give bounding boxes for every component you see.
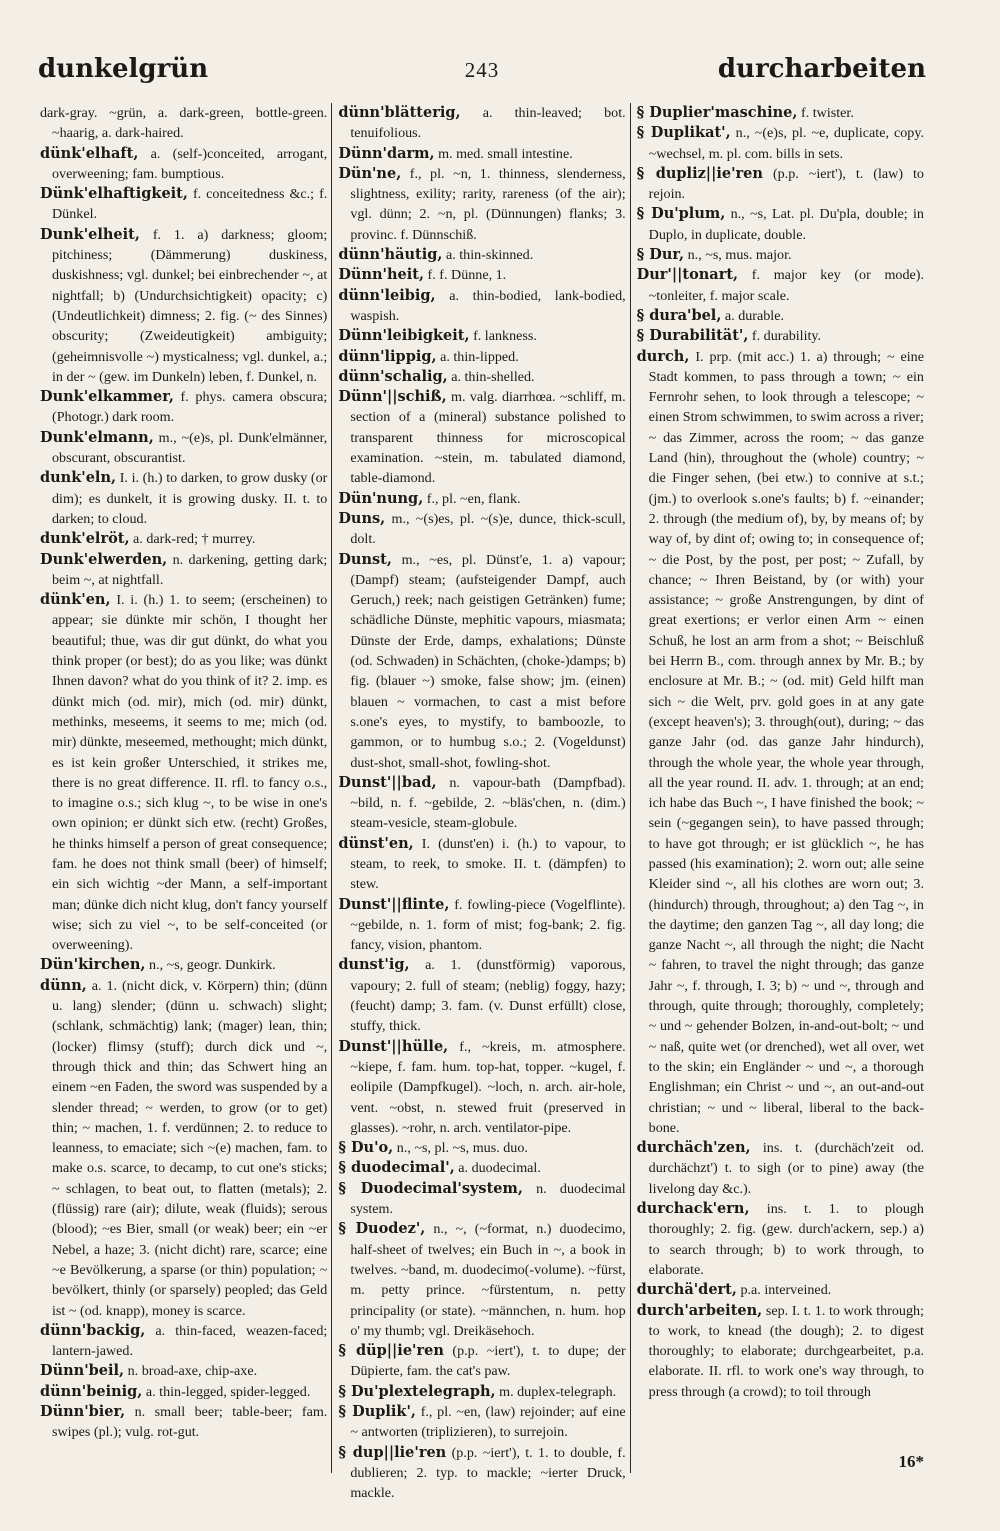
entry-headword: § Durabilität', bbox=[636, 327, 749, 345]
dictionary-entry bbox=[40, 184, 327, 225]
entry-definition: m., ~es, pl. Dünst'e, 1. a) vapour; (Dampf) steam; (aufsteigender Dampf, auch Geruch,) reek; nach geistigen Getränken) fume; schädliche Dünste, mephitic vapours, miasmata; Dünste der Erde, damps, exhalations; Dünste (od. Schwaden) in Schächten, (choke-)damps; b) fig. (blauer ~) smoke, false show; jm. (einen) blauen ~ vormachen, to cast a mist before s.one's eyes, to mystify, to bamboozle, to gammon, or to humbug s.o.; 2. (Vogeldunst) dust-shot, small-shot, fowling-shot. bbox=[350, 551, 626, 771]
entry-definition: f. lankness. bbox=[473, 328, 537, 345]
dictionary-entry bbox=[637, 1280, 924, 1300]
dictionary-entry bbox=[40, 144, 327, 185]
page-number: 243 bbox=[464, 58, 500, 82]
entry-headword: § Duodecimal'system, bbox=[338, 1179, 523, 1197]
entry-headword: Dunk'elkammer, bbox=[40, 388, 174, 406]
entry-headword: Dün'ne, bbox=[338, 164, 402, 182]
entry-definition: a. thin-lipped. bbox=[440, 348, 519, 365]
entry-headword: dünn'lippig, bbox=[338, 347, 437, 365]
dictionary-entry bbox=[338, 1138, 625, 1158]
entry-definition: f., ~kreis, m. atmosphere. ~kiepe, f. fam. hum. top-hat, topper. ~kugel, f. eolipile (Dampfkugel). ~loch, n. arch. air-hole, vent. ~obst, n. stewed fruit (preserved in glasses). ~rohr, n. arch. ventilator-pipe. bbox=[350, 1038, 626, 1136]
column-3 bbox=[630, 103, 926, 1473]
entry-definition: f. durability. bbox=[751, 328, 822, 345]
entry-headword: Dunst'||hülle, bbox=[338, 1037, 449, 1055]
entry-definition: a. thin-legged, spider-legged. bbox=[145, 1383, 311, 1400]
dictionary-entry bbox=[637, 306, 924, 326]
entry-headword: Dünn'||schiß, bbox=[338, 388, 447, 406]
entry-definition: I. i. (h.) 1. to seem; (erscheinen) to appear; sie dünkte mir schön, I thought her beautiful; thue, was dir gut dünkt, do what you think proper (or best); do as you like; was dünkt Ihnen davon? what do you think of it? 2. imp. es dünkt mich (od. mir), mich (od. mir) dünkt, methinks, meseems, it seems to me; mich (od. mir) dünkte, meseemed, methought; mich dünkt, es ist kein großer Unterschied, it strikes me, there is no great difference. II. rfl. to fancy o.s., to imagine o.s.; sich klug ~, to be wise in one's own opinion; er dünkt sich etw. (recht) Großes, he thinks himself a person of great consequence; fam. he does not think small (beer) of himself; ein sich wichtig ~der Mann, a self-important man; dünke dich nicht klug, don't fancy yourself wise; sich zu viel ~, to be self-conceited (or overweening). bbox=[52, 592, 328, 954]
entry-headword: Dunk'elheit, bbox=[40, 225, 140, 243]
entry-headword: § dura'bel, bbox=[636, 306, 722, 324]
dictionary-entry bbox=[40, 955, 327, 975]
text-columns bbox=[38, 103, 926, 1502]
entry-definition: m. valg. diarrhœa. ~schliff, m. section of a (mineral) substance polished to transparent thinness for microscopical examination. ~stein, m. tabulated diamond, table-diamond. bbox=[350, 389, 626, 487]
entry-headword: Dunst'||flinte, bbox=[338, 895, 450, 913]
dictionary-entry bbox=[40, 976, 327, 1321]
entry-headword: Dün'nung, bbox=[338, 489, 424, 507]
entry-headword: dünn'häutig, bbox=[338, 246, 443, 264]
dictionary-entry bbox=[40, 1382, 327, 1402]
entry-definition: a. 1. (dunstförmig) vaporous, vapoury; 2. full of steam; (neblig) foggy, hazy; (feucht) damp; 3. fam. (v. Dunst erfüllt) close, stuffy, thick. bbox=[350, 957, 626, 1035]
entry-headword: dünst'en, bbox=[338, 834, 414, 852]
entry-headword: § Duplikat', bbox=[636, 124, 731, 142]
dictionary-entry bbox=[338, 1341, 625, 1382]
entry-definition: a. thin-skinned. bbox=[445, 247, 534, 264]
entry-definition: n., ~, (~format, n.) duodecimo, half-sheet of twelves; ein Buch in ~, a book in twelves. ~band, m. duodecimo(-volume). ~fürst, m. petty prince. ~fürstentum, n. petty principality (or state). ~männchen, n. hum. hop o' my thumb; vgl. Dreikäsehoch. bbox=[350, 1221, 626, 1339]
entry-definition: a. thin-leaved; bot. tenuifolious. bbox=[350, 105, 626, 142]
entry-headword: § Du'plextelegraph, bbox=[338, 1382, 496, 1400]
entry-headword: § Duplier'maschine, bbox=[636, 104, 798, 121]
dictionary-entry bbox=[338, 895, 625, 956]
dictionary-entry bbox=[637, 1138, 924, 1199]
column-2 bbox=[331, 103, 627, 1502]
entry-definition: n. broad-axe, chip-axe. bbox=[127, 1363, 258, 1380]
entry-definition: I. i. (h.) to darken, to grow dusky (or dim); es dunkelt, it is growing dusky. II. t. to darken; to cloud. bbox=[52, 470, 328, 527]
dictionary-entry bbox=[637, 123, 924, 164]
entry-headword: Dunk'elmann, bbox=[40, 428, 154, 446]
entry-definition: a. duodecimal. bbox=[458, 1160, 541, 1177]
entry-definition: m., ~(s)es, pl. ~(s)e, dunce, thick-scull, dolt. bbox=[350, 510, 626, 548]
dictionary-entry bbox=[338, 286, 625, 327]
entry-definition: n. duodecimal system. bbox=[350, 1180, 626, 1218]
entry-definition: a. dark-red; † murrey. bbox=[133, 531, 256, 548]
entry-headword: § düp||ie'ren bbox=[338, 1342, 444, 1360]
entry-headword: dünn'blätterig, bbox=[338, 104, 461, 121]
entry-headword: Dunst'||bad, bbox=[338, 773, 437, 791]
dictionary-entry bbox=[637, 204, 924, 245]
dictionary-entry bbox=[338, 367, 625, 387]
dictionary-entry bbox=[40, 1361, 327, 1381]
entry-headword: § duodecimal', bbox=[338, 1159, 455, 1177]
entry-headword: § dup||lie'ren bbox=[338, 1443, 447, 1461]
entry-headword: Dünn'heit, bbox=[338, 266, 424, 284]
entry-definition: n., ~s, pl. ~s, mus. duo. bbox=[396, 1140, 528, 1157]
entry-definition: m. med. small intestine. bbox=[438, 145, 573, 162]
entry-headword: dunst'ig, bbox=[338, 956, 410, 974]
dictionary-entry bbox=[40, 1321, 327, 1362]
dictionary-entry bbox=[338, 1158, 625, 1178]
dictionary-entry bbox=[338, 326, 625, 346]
dictionary-entry bbox=[40, 225, 327, 387]
dictionary-entry bbox=[338, 1443, 625, 1504]
entry-definition: n. darkening, getting dark; beim ~, at nightfall. bbox=[52, 551, 328, 588]
entry-headword: § Du'o, bbox=[338, 1139, 394, 1157]
right-guide-word: durcharbeiten bbox=[717, 54, 926, 84]
dictionary-entry bbox=[338, 265, 625, 285]
dictionary-entry bbox=[338, 773, 625, 834]
entry-definition: a. thin-faced, weazen-faced; lantern-jawed. bbox=[52, 1322, 328, 1360]
entry-headword: § Duplik', bbox=[338, 1403, 416, 1420]
entry-definition: a. durable. bbox=[724, 307, 784, 324]
entry-definition: f. f. Dünne, 1. bbox=[427, 267, 507, 284]
entry-definition: dark-gray. ~grün, a. dark-green, bottle-green. ~haarig, a. dark-haired. bbox=[40, 105, 328, 142]
entry-headword: dünn'backig, bbox=[40, 1321, 146, 1339]
entry-definition: (p.p. ~iert'), t. 1. to double, f. dublieren; 2. typ. to mackle; ~ierter Druck, mackle. bbox=[350, 1444, 626, 1502]
entry-definition: f., pl. ~en, flank. bbox=[426, 490, 521, 507]
entry-headword: Dunst, bbox=[338, 550, 392, 568]
entry-headword: Dünn'bier, bbox=[40, 1403, 126, 1420]
entry-definition: a. thin-shelled. bbox=[451, 368, 535, 385]
dictionary-entry bbox=[40, 428, 327, 469]
page-header bbox=[38, 52, 926, 92]
entry-definition: (p.p. ~iert'), t. (law) to rejoin. bbox=[648, 165, 924, 203]
dictionary-entry bbox=[637, 164, 924, 205]
entry-headword: Duns, bbox=[338, 509, 386, 527]
dictionary-entry bbox=[637, 265, 924, 306]
entry-headword: § Duodez', bbox=[338, 1220, 426, 1238]
dictionary-entry bbox=[40, 1402, 327, 1443]
dictionary-entry bbox=[40, 550, 327, 591]
dictionary-entry bbox=[338, 144, 625, 164]
entry-headword: durchack'ern, bbox=[636, 1200, 750, 1218]
entry-headword: Dur'||tonart, bbox=[636, 266, 739, 284]
dictionary-entry bbox=[338, 834, 625, 895]
dictionary-entry bbox=[338, 1382, 625, 1402]
entry-headword: dünn'schalig, bbox=[338, 367, 448, 385]
entry-definition: a. thin-bodied, lank-bodied, waspish. bbox=[350, 287, 626, 324]
entry-definition: n., ~s, geogr. Dunkirk. bbox=[149, 957, 276, 974]
dictionary-entry bbox=[40, 468, 327, 529]
entry-definition: n. vapour-bath (Dampfbad). ~bild, n. f. ~gebilde, 2. ~bläs'chen, n. (dim.) steam-vesicle, steam-globule. bbox=[350, 774, 626, 832]
entry-headword: dünn, bbox=[40, 976, 87, 994]
entry-definition: f. major key (or mode). ~tonleiter, f. major scale. bbox=[648, 267, 924, 304]
dictionary-entry bbox=[338, 1219, 625, 1341]
entry-definition: n., ~(e)s, pl. ~e, duplicate, copy. ~wechsel, m. pl. com. bills in sets. bbox=[648, 125, 924, 162]
dictionary-entry bbox=[338, 347, 625, 367]
entry-definition: I. prp. (mit acc.) 1. a) through; ~ eine Stadt kommen, to pass through a town; ~ ein Fernrohr sehen, to look through a telescope; ~ einen Strom schwimmen, to swim across a river; ~ das Zimmer, across the room; ~ das ganze Land (hin), throughout the (whole) country; ~ die Finger sehen, (bei etw.) to connive at s.t.; (jm.) to overlook s.one's faults; b) f. ~einander; 2. through (the medium of), by, by means of; by way of, by dint of; owing to; in consequence of; ~ die Post, by the post, per post; ~ Zufall, by chance; ~ Ihren Beistand, by (or with) your assistance; ~ große Anstrengungen, by dint of great exertions; er verlor einen Arm ~ einen Schuß, he lost an arm from a shot; ~ Beischluß bei Herrn B., com. through annex by Mr. B.; by enclosure at Mr. B.; ~ (od. mit) Geld hilft man sich ~ die Welt, prv. gold goes in at any gate (except heaven's); 3. through(out), during; ~ das ganze Jahr (od. das ganze Jahr hindurch), through the whole year, the whole year through, all the year round. II. adv. 1. through; at an end; ich habe das Buch ~, I have finished the book; ~ sein (~gegangen sein), to have passed through; to have got through; er ist glücklich ~, he has passed (his examination); 2. worn out; alle seine Kleider sind ~, all his clothes are worn out; 3. (hindurch) through, throughout; a) den Tag ~, in the daytime; den ganzen Tag ~, all day long; die ganze Nacht ~, all through the night; die Nacht ~ fahren, to travel the night through; das ganze Jahr ~, f. through, I. 3; b) ~ und ~, through and through, quite through; thoroughly, completely; ~ und ~ gehender Bolzen, in-and-out-bolt; ~ und ~ naß, quite wet (or drenched), wet all over, wet to the skin; ein Engländer ~ und ~, a thorough Englishman; ein Christ ~ und ~, an out-and-out christian; ~ und ~ liberal, liberal to the back-bone. bbox=[648, 348, 924, 1136]
entry-definition: I. (dunst'en) i. (h.) to vapour, to steam, to reek, to smoke. II. t. (dämpfen) to stew. bbox=[350, 835, 626, 893]
entry-headword: dünn'beinig, bbox=[40, 1382, 143, 1400]
entry-definition: n., ~s, mus. major. bbox=[687, 247, 792, 264]
entry-definition: ins. t. (durchäch'zeit od. durchächzt') t. to sigh (or to pine) away (the livelong day &c.). bbox=[648, 1140, 924, 1197]
entry-headword: dünk'elhaft, bbox=[40, 144, 139, 162]
left-guide-word: dunkelgrün bbox=[38, 54, 209, 84]
entry-definition: f. conceitedness &c.; f. Dünkel. bbox=[52, 186, 328, 223]
entry-definition: f. fowling-piece (Vogelflinte). ~gebilde, n. 1. form of mist; fog-bank; 2. fig. fancy, vision, phantom. bbox=[350, 896, 626, 954]
dictionary-entry bbox=[40, 387, 327, 428]
entry-headword: durchäch'zen, bbox=[636, 1139, 751, 1157]
column-1 bbox=[38, 103, 329, 1473]
entry-definition: f. 1. a) darkness; gloom; pitchiness; (Dämmerung) duskiness, duskishness; vgl. dunkel; bei einbrechender ~, at nightfall; b) (Undurchsichtigkeit) opacity; c) (Undeutlichkeit) dimness; 2. fig. (~ des Sinnes) obscurity; (Zweideutigkeit) ambiguity; (geheimnisvolle ~) mysticalness; vgl. dunkel, a.; in der ~ (gew. im Dunkeln) leben, f. Dunkel, n. bbox=[52, 226, 328, 385]
entry-headword: durch, bbox=[636, 347, 690, 365]
dictionary-entry bbox=[338, 509, 625, 550]
dictionary-entry bbox=[338, 1179, 625, 1220]
dictionary-entry bbox=[338, 164, 625, 245]
entry-headword: Dünn'darm, bbox=[338, 144, 435, 162]
dictionary-entry bbox=[338, 955, 625, 1036]
entry-headword: Dünn'beil, bbox=[40, 1362, 125, 1380]
signature-mark: 16* bbox=[898, 1452, 924, 1471]
dictionary-entry bbox=[637, 103, 924, 123]
entry-headword: dünk'en, bbox=[40, 591, 111, 609]
entry-definition: f., pl. ~en, (law) rejoinder; auf eine ~ antworten (triplizieren), to surrejoin. bbox=[350, 1404, 626, 1441]
entry-definition: f., pl. ~n, 1. thinness, slenderness, slightness, exility; rarity, rareness (of the air); vgl. dünn; 2. ~n, pl. (Dünnungen) flanks; 3. provinc. f. Dünnschiß. bbox=[350, 165, 626, 243]
entry-definition: m. duplex-telegraph. bbox=[499, 1383, 617, 1400]
entry-definition: a. (self-)conceited, arrogant, overweening; fam. bumptious. bbox=[52, 145, 328, 182]
entry-headword: § Dur, bbox=[636, 246, 685, 264]
dictionary-entry bbox=[40, 103, 327, 144]
entry-definition: n. small beer; table-beer; fam. swipes (pl.); vulg. rot-gut. bbox=[52, 1404, 328, 1441]
dictionary-entry bbox=[40, 529, 327, 549]
entry-headword: dünn'leibig, bbox=[338, 286, 436, 304]
entry-definition: n., ~s, Lat. pl. Du'pla, double; in Duplo, in duplicate, double. bbox=[648, 206, 924, 243]
entry-definition: a. 1. (nicht dick, v. Körpern) thin; (dünn u. lang) slender; (dünn u. schwach) slight; (schlank, schmächtig) lank; (mager) lean, thin; (locker) flimsy (stuff); durch dick und ~, through thick and thin; das Schwert hing an einem ~en Faden, the sword was suspended by a slender thread; ~ werden, to grow (or to get) thin; ~ machen, 1. f. verdünnen; 2. to reduce to leanness, to emaciate; sich ~(e) machen, fam. to make o.s. scarce, to decamp, to cut one's sticks; ~ schlagen, to beat out, to flatten (metals); 2. (flüssig) rare (air); dilute, weak (fluids); serous (blood); ~es Bier, small (or weak) beer; ein ~er Nebel, a haze; 3. (nicht dicht) rare, scarce; eine ~e Bevölkerung, a sparse (or thin) population; ~ bevölkert, thinly (or sparsely) peopled; das Geld ist ~ (od. knapp), money is scarce. bbox=[52, 977, 328, 1319]
dictionary-entry bbox=[338, 489, 625, 509]
entry-definition: f. twister. bbox=[801, 105, 854, 121]
entry-definition: f. phys. camera obscura; (Photogr.) dark room. bbox=[52, 389, 328, 426]
dictionary-entry bbox=[338, 1402, 625, 1443]
entry-headword: Dünk'elhaftigkeit, bbox=[40, 185, 188, 203]
entry-headword: durch'arbeiten, bbox=[636, 1301, 763, 1319]
entry-definition: (p.p. ~iert'), t. to dupe; der Düpierte, fam. the cat's paw. bbox=[350, 1343, 626, 1380]
dictionary-entry bbox=[637, 1301, 924, 1402]
entry-headword: § dupliz||ie'ren bbox=[636, 164, 763, 182]
entry-headword: dunk'elröt, bbox=[40, 530, 130, 548]
entry-definition: p.a. interveined. bbox=[740, 1282, 832, 1299]
entry-headword: dunk'eln, bbox=[40, 469, 117, 487]
entry-definition: m., ~(e)s, pl. Dunk'elmänner, obscurant, obscurantist. bbox=[52, 429, 328, 467]
dictionary-entry bbox=[637, 347, 924, 1139]
entry-headword: Dün'kirchen, bbox=[40, 956, 146, 974]
dictionary-entry bbox=[637, 245, 924, 265]
dictionary-entry bbox=[338, 550, 625, 773]
dictionary-entry bbox=[338, 1037, 625, 1138]
entry-headword: § Du'plum, bbox=[636, 205, 726, 223]
dictionary-entry bbox=[40, 590, 327, 955]
entry-definition: sep. I. t. 1. to work through; to work, to knead (the dough); 2. to digest thoroughly; to elaborate; durchgearbeitet, p.a. elaborate. II. rfl. to work one's way through, to press through (a crowd); to toil through bbox=[648, 1302, 924, 1400]
dictionary-entry bbox=[637, 1199, 924, 1280]
entry-headword: durchä'dert, bbox=[636, 1281, 737, 1299]
dictionary-entry bbox=[338, 387, 625, 488]
entry-headword: Dünn'leibigkeit, bbox=[338, 327, 470, 345]
dictionary-entry bbox=[338, 245, 625, 265]
entry-definition: ins. t. 1. to plough thoroughly; 2. fig. (gew. durch'ackern, sep.) a) to search through; b) to work through, to elaborate. bbox=[648, 1201, 924, 1278]
entry-headword: Dunk'elwerden, bbox=[40, 550, 168, 568]
dictionary-entry bbox=[338, 103, 625, 144]
dictionary-entry bbox=[637, 326, 924, 346]
